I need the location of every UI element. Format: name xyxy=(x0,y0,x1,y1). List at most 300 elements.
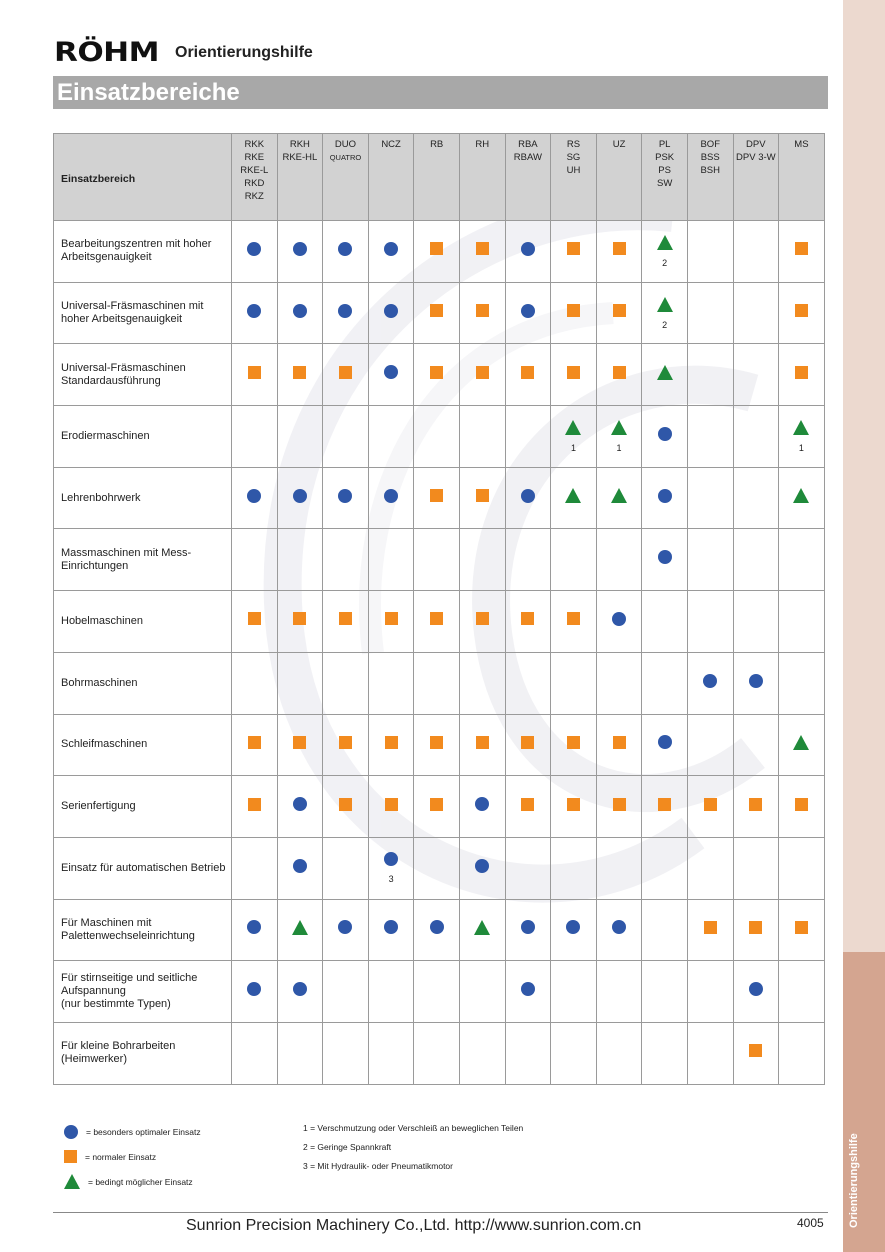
matrix-cell xyxy=(551,529,597,591)
matrix-cell xyxy=(551,591,597,653)
row-label: Für stirnseitige und seitliche Aufspannung (nur bestimmte Typen) xyxy=(54,961,232,1023)
column-code: NCZ xyxy=(381,139,401,150)
square-marker-icon xyxy=(613,304,626,317)
matrix-cell xyxy=(779,344,825,406)
matrix-cell xyxy=(414,344,460,406)
matrix-cell xyxy=(414,714,460,776)
matrix-cell xyxy=(596,467,642,529)
matrix-cell xyxy=(414,899,460,961)
matrix-cell xyxy=(232,467,278,529)
column-header xyxy=(277,134,323,221)
matrix-cell xyxy=(232,1022,278,1084)
matrix-cell xyxy=(551,467,597,529)
matrix-cell xyxy=(459,899,505,961)
square-marker-icon xyxy=(567,242,580,255)
column-code: DPV DPV 3-W xyxy=(736,139,776,163)
table-row xyxy=(54,221,825,283)
matrix-cell xyxy=(414,1022,460,1084)
matrix-cell xyxy=(551,899,597,961)
matrix-cell xyxy=(687,1022,733,1084)
circle-marker-icon xyxy=(521,489,535,503)
circle-marker-icon xyxy=(430,920,444,934)
column-header xyxy=(779,134,825,221)
square-marker-icon xyxy=(795,242,808,255)
circle-marker-icon xyxy=(338,304,352,318)
matrix-cell xyxy=(368,1022,414,1084)
square-marker-icon xyxy=(430,736,443,749)
brand-logo xyxy=(54,36,159,68)
matrix-cell xyxy=(733,221,779,283)
triangle-marker-icon xyxy=(64,1174,80,1189)
matrix-cell xyxy=(642,899,688,961)
matrix-cell xyxy=(596,961,642,1023)
square-marker-icon xyxy=(476,242,489,255)
circle-marker-icon xyxy=(521,304,535,318)
circle-marker-icon xyxy=(338,242,352,256)
circle-marker-icon xyxy=(749,674,763,688)
matrix-cell xyxy=(733,961,779,1023)
triangle-marker-icon xyxy=(292,920,308,935)
matrix-cell xyxy=(779,529,825,591)
matrix-cell xyxy=(323,899,369,961)
matrix-cell xyxy=(368,221,414,283)
column-header xyxy=(459,134,505,221)
matrix-cell xyxy=(459,1022,505,1084)
square-marker-icon xyxy=(795,798,808,811)
square-marker-icon xyxy=(521,366,534,379)
matrix-cell xyxy=(232,776,278,838)
matrix-cell xyxy=(596,1022,642,1084)
matrix-cell xyxy=(779,221,825,283)
matrix-cell xyxy=(414,837,460,899)
square-marker-icon xyxy=(430,242,443,255)
matrix-cell xyxy=(733,899,779,961)
column-header xyxy=(505,134,551,221)
legend-item xyxy=(64,1169,201,1194)
matrix-cell xyxy=(368,776,414,838)
matrix-cell xyxy=(551,652,597,714)
circle-marker-icon xyxy=(521,242,535,256)
square-marker-icon xyxy=(567,304,580,317)
matrix-cell xyxy=(596,652,642,714)
matrix-cell xyxy=(733,1022,779,1084)
row-label: Bearbeitungszentren mit hoher Arbeitsgenauigkeit xyxy=(54,221,232,283)
square-marker-icon xyxy=(430,489,443,502)
square-marker-icon xyxy=(385,612,398,625)
column-header xyxy=(733,134,779,221)
column-code: BOF BSS BSH xyxy=(700,139,720,176)
circle-marker-icon xyxy=(247,920,261,934)
matrix-cell xyxy=(277,714,323,776)
matrix-cell xyxy=(779,652,825,714)
table-row xyxy=(54,652,825,714)
matrix-cell xyxy=(277,776,323,838)
row-label: Serienfertigung xyxy=(54,776,232,838)
triangle-marker-icon xyxy=(657,297,673,312)
matrix-cell xyxy=(323,529,369,591)
matrix-cell xyxy=(642,1022,688,1084)
matrix-cell xyxy=(368,529,414,591)
matrix-cell xyxy=(323,1022,369,1084)
matrix-cell xyxy=(551,406,597,468)
matrix-cell xyxy=(687,899,733,961)
matrix-cell xyxy=(277,899,323,961)
square-marker-icon xyxy=(704,798,717,811)
matrix-cell xyxy=(551,837,597,899)
matrix-cell xyxy=(232,591,278,653)
square-marker-icon xyxy=(339,612,352,625)
circle-marker-icon xyxy=(612,612,626,626)
matrix-cell xyxy=(779,591,825,653)
footnote-ref: 3 xyxy=(388,874,394,885)
matrix-cell xyxy=(687,837,733,899)
square-marker-icon xyxy=(248,366,261,379)
table-row xyxy=(54,714,825,776)
matrix-cell xyxy=(368,652,414,714)
matrix-cell xyxy=(277,961,323,1023)
matrix-cell xyxy=(687,652,733,714)
matrix-cell xyxy=(323,714,369,776)
matrix-cell xyxy=(277,1022,323,1084)
column-header xyxy=(414,134,460,221)
column-header xyxy=(687,134,733,221)
matrix-cell xyxy=(323,406,369,468)
matrix-cell xyxy=(368,714,414,776)
circle-marker-icon xyxy=(749,982,763,996)
column-header xyxy=(551,134,597,221)
matrix-cell xyxy=(277,221,323,283)
matrix-cell xyxy=(687,467,733,529)
matrix-cell xyxy=(733,591,779,653)
matrix-cell xyxy=(733,406,779,468)
matrix-cell xyxy=(642,282,688,344)
table-row xyxy=(54,837,825,899)
brand-logo-text: RÖHM xyxy=(54,36,159,68)
matrix-cell xyxy=(687,282,733,344)
triangle-marker-icon xyxy=(474,920,490,935)
matrix-cell xyxy=(505,406,551,468)
legend-item xyxy=(64,1119,201,1144)
column-code: DUO xyxy=(334,139,357,150)
matrix-cell xyxy=(551,221,597,283)
matrix-cell xyxy=(642,344,688,406)
matrix-cell xyxy=(232,714,278,776)
square-marker-icon xyxy=(430,304,443,317)
square-marker-icon xyxy=(613,242,626,255)
row-label: Lehrenbohrwerk xyxy=(54,467,232,529)
circle-marker-icon xyxy=(475,859,489,873)
header-subtitle: Orientierungshilfe xyxy=(175,44,313,61)
square-marker-icon xyxy=(521,612,534,625)
circle-marker-icon xyxy=(384,920,398,934)
matrix-cell xyxy=(323,221,369,283)
matrix-cell xyxy=(596,406,642,468)
column-header xyxy=(642,134,688,221)
matrix-cell xyxy=(779,282,825,344)
square-marker-icon xyxy=(567,612,580,625)
matrix-cell xyxy=(323,837,369,899)
matrix-cell xyxy=(551,714,597,776)
matrix-cell xyxy=(368,591,414,653)
column-code: RKK RKE RKE-L RKD RKZ xyxy=(240,139,269,202)
matrix-cell xyxy=(642,467,688,529)
matrix-cell xyxy=(459,344,505,406)
matrix-cell xyxy=(505,961,551,1023)
column-code: RH xyxy=(475,139,490,150)
matrix-cell xyxy=(323,776,369,838)
matrix-cell xyxy=(733,344,779,406)
matrix-cell xyxy=(505,776,551,838)
matrix-cell xyxy=(505,344,551,406)
matrix-cell xyxy=(414,406,460,468)
matrix-cell xyxy=(368,406,414,468)
matrix-cell xyxy=(733,714,779,776)
square-marker-icon xyxy=(339,736,352,749)
row-label: Bohrmaschinen xyxy=(54,652,232,714)
circle-marker-icon xyxy=(64,1125,78,1139)
row-label: Für Maschinen mit Palettenwechseleinrichtung xyxy=(54,899,232,961)
matrix-cell xyxy=(232,282,278,344)
triangle-marker-icon xyxy=(611,488,627,503)
square-marker-icon xyxy=(293,736,306,749)
triangle-marker-icon xyxy=(657,235,673,250)
matrix-cell xyxy=(642,529,688,591)
matrix-cell xyxy=(277,282,323,344)
matrix-cell xyxy=(323,344,369,406)
matrix-cell xyxy=(277,529,323,591)
row-label: Hobelmaschinen xyxy=(54,591,232,653)
matrix-cell xyxy=(368,467,414,529)
square-marker-icon xyxy=(476,736,489,749)
matrix-cell xyxy=(414,591,460,653)
row-label: Schleifmaschinen xyxy=(54,714,232,776)
matrix-cell xyxy=(232,529,278,591)
matrix-cell xyxy=(505,714,551,776)
triangle-marker-icon xyxy=(657,365,673,380)
matrix-cell xyxy=(596,221,642,283)
matrix-cell xyxy=(459,591,505,653)
legend xyxy=(64,1119,201,1194)
column-code: RBA RBAW xyxy=(513,139,542,163)
footnote-item: 1 = Verschmutzung oder Verschleiß an beweglichen Teilen xyxy=(303,1123,524,1133)
row-header: Einsatzbereich xyxy=(54,134,232,221)
column-code: MS xyxy=(794,139,809,150)
legend-item xyxy=(64,1144,201,1169)
square-marker-icon xyxy=(430,366,443,379)
matrix-cell xyxy=(779,961,825,1023)
matrix-cell xyxy=(779,406,825,468)
matrix-cell xyxy=(277,344,323,406)
matrix-cell xyxy=(459,714,505,776)
square-marker-icon xyxy=(385,736,398,749)
square-marker-icon xyxy=(430,798,443,811)
matrix-cell xyxy=(733,776,779,838)
matrix-cell xyxy=(277,652,323,714)
matrix-cell xyxy=(687,591,733,653)
circle-marker-icon xyxy=(521,920,535,934)
circle-marker-icon xyxy=(247,489,261,503)
matrix-cell xyxy=(596,899,642,961)
legend-text: = normaler Einsatz xyxy=(85,1151,157,1162)
matrix-cell xyxy=(733,467,779,529)
triangle-marker-icon xyxy=(793,420,809,435)
circle-marker-icon xyxy=(247,304,261,318)
row-label: Universal-Fräsmaschinen mit hoher Arbeitsgenauigkeit xyxy=(54,282,232,344)
circle-marker-icon xyxy=(293,797,307,811)
square-marker-icon xyxy=(749,921,762,934)
column-code: PL PSK PS SW xyxy=(655,139,675,189)
row-label: Einsatz für automatischen Betrieb xyxy=(54,837,232,899)
matrix-cell xyxy=(459,652,505,714)
matrix-cell xyxy=(596,344,642,406)
matrix-cell xyxy=(323,652,369,714)
circle-marker-icon xyxy=(658,427,672,441)
matrix-cell xyxy=(505,591,551,653)
matrix-cell xyxy=(687,776,733,838)
matrix-cell xyxy=(733,837,779,899)
circle-marker-icon xyxy=(703,674,717,688)
matrix-cell xyxy=(779,1022,825,1084)
circle-marker-icon xyxy=(658,489,672,503)
column-header xyxy=(596,134,642,221)
matrix-cell xyxy=(551,961,597,1023)
matrix-cell xyxy=(642,961,688,1023)
matrix-cell xyxy=(414,776,460,838)
footer-divider xyxy=(53,1212,828,1213)
column-header xyxy=(232,134,278,221)
matrix-cell xyxy=(232,344,278,406)
matrix-cell xyxy=(642,591,688,653)
matrix-cell xyxy=(368,961,414,1023)
page-number: 4005 xyxy=(797,1216,824,1230)
matrix-cell xyxy=(551,344,597,406)
column-header xyxy=(368,134,414,221)
square-marker-icon xyxy=(248,736,261,749)
circle-marker-icon xyxy=(247,982,261,996)
triangle-marker-icon xyxy=(565,488,581,503)
table-row xyxy=(54,282,825,344)
matrix-cell xyxy=(779,714,825,776)
square-marker-icon xyxy=(385,798,398,811)
matrix-cell xyxy=(642,406,688,468)
table-row xyxy=(54,1022,825,1084)
table-row xyxy=(54,591,825,653)
column-code: UZ xyxy=(612,139,626,150)
matrix-cell xyxy=(596,529,642,591)
triangle-marker-icon xyxy=(565,420,581,435)
matrix-cell xyxy=(277,467,323,529)
column-subcode: QUATRO xyxy=(329,153,362,162)
side-strip-top xyxy=(843,0,885,952)
table-row xyxy=(54,776,825,838)
square-marker-icon xyxy=(749,1044,762,1057)
square-marker-icon xyxy=(476,489,489,502)
matrix-cell xyxy=(551,776,597,838)
matrix-cell xyxy=(687,221,733,283)
matrix-cell xyxy=(232,899,278,961)
square-marker-icon xyxy=(613,736,626,749)
square-marker-icon xyxy=(248,612,261,625)
footnote-ref: 2 xyxy=(662,319,668,330)
circle-marker-icon xyxy=(338,489,352,503)
circle-marker-icon xyxy=(384,304,398,318)
matrix-cell xyxy=(368,282,414,344)
matrix-cell xyxy=(505,899,551,961)
column-header xyxy=(323,134,369,221)
square-marker-icon xyxy=(339,798,352,811)
matrix-cell xyxy=(596,837,642,899)
footnote-ref: 1 xyxy=(798,442,804,453)
matrix-cell xyxy=(642,221,688,283)
square-marker-icon xyxy=(567,736,580,749)
circle-marker-icon xyxy=(338,920,352,934)
square-marker-icon xyxy=(613,366,626,379)
square-marker-icon xyxy=(248,798,261,811)
row-label: Massmaschinen mit Mess-Einrichtungen xyxy=(54,529,232,591)
triangle-marker-icon xyxy=(611,420,627,435)
matrix-cell xyxy=(414,221,460,283)
circle-marker-icon xyxy=(293,489,307,503)
column-code: RB xyxy=(430,139,444,150)
square-marker-icon xyxy=(64,1150,77,1163)
circle-marker-icon xyxy=(293,304,307,318)
matrix-cell xyxy=(232,406,278,468)
table-row xyxy=(54,467,825,529)
side-label: Orientierungshilfe xyxy=(848,1133,860,1228)
matrix-cell xyxy=(642,714,688,776)
matrix-cell xyxy=(687,961,733,1023)
square-marker-icon xyxy=(795,921,808,934)
matrix-cell xyxy=(687,344,733,406)
circle-marker-icon xyxy=(293,242,307,256)
matrix-cell xyxy=(323,961,369,1023)
square-marker-icon xyxy=(521,736,534,749)
matrix-cell xyxy=(414,961,460,1023)
table-header-row xyxy=(54,134,825,221)
matrix-cell xyxy=(687,714,733,776)
circle-marker-icon xyxy=(566,920,580,934)
triangle-marker-icon xyxy=(793,488,809,503)
matrix-cell xyxy=(459,776,505,838)
title-bar xyxy=(53,76,828,109)
matrix-cell xyxy=(459,221,505,283)
circle-marker-icon xyxy=(384,489,398,503)
matrix-cell xyxy=(277,406,323,468)
circle-marker-icon xyxy=(384,242,398,256)
matrix-cell xyxy=(642,837,688,899)
matrix-cell xyxy=(687,529,733,591)
square-marker-icon xyxy=(476,304,489,317)
matrix-cell xyxy=(505,652,551,714)
circle-marker-icon xyxy=(658,550,672,564)
matrix-cell xyxy=(368,344,414,406)
square-marker-icon xyxy=(521,798,534,811)
matrix-cell xyxy=(414,529,460,591)
matrix-cell xyxy=(733,652,779,714)
matrix-cell xyxy=(459,837,505,899)
square-marker-icon xyxy=(476,366,489,379)
matrix-cell xyxy=(414,467,460,529)
square-marker-icon xyxy=(795,366,808,379)
matrix-cell xyxy=(459,282,505,344)
matrix-cell xyxy=(779,776,825,838)
matrix-cell xyxy=(505,1022,551,1084)
square-marker-icon xyxy=(430,612,443,625)
table-row xyxy=(54,899,825,961)
table-row xyxy=(54,529,825,591)
circle-marker-icon xyxy=(384,852,398,866)
footnote-ref: 2 xyxy=(662,257,668,268)
